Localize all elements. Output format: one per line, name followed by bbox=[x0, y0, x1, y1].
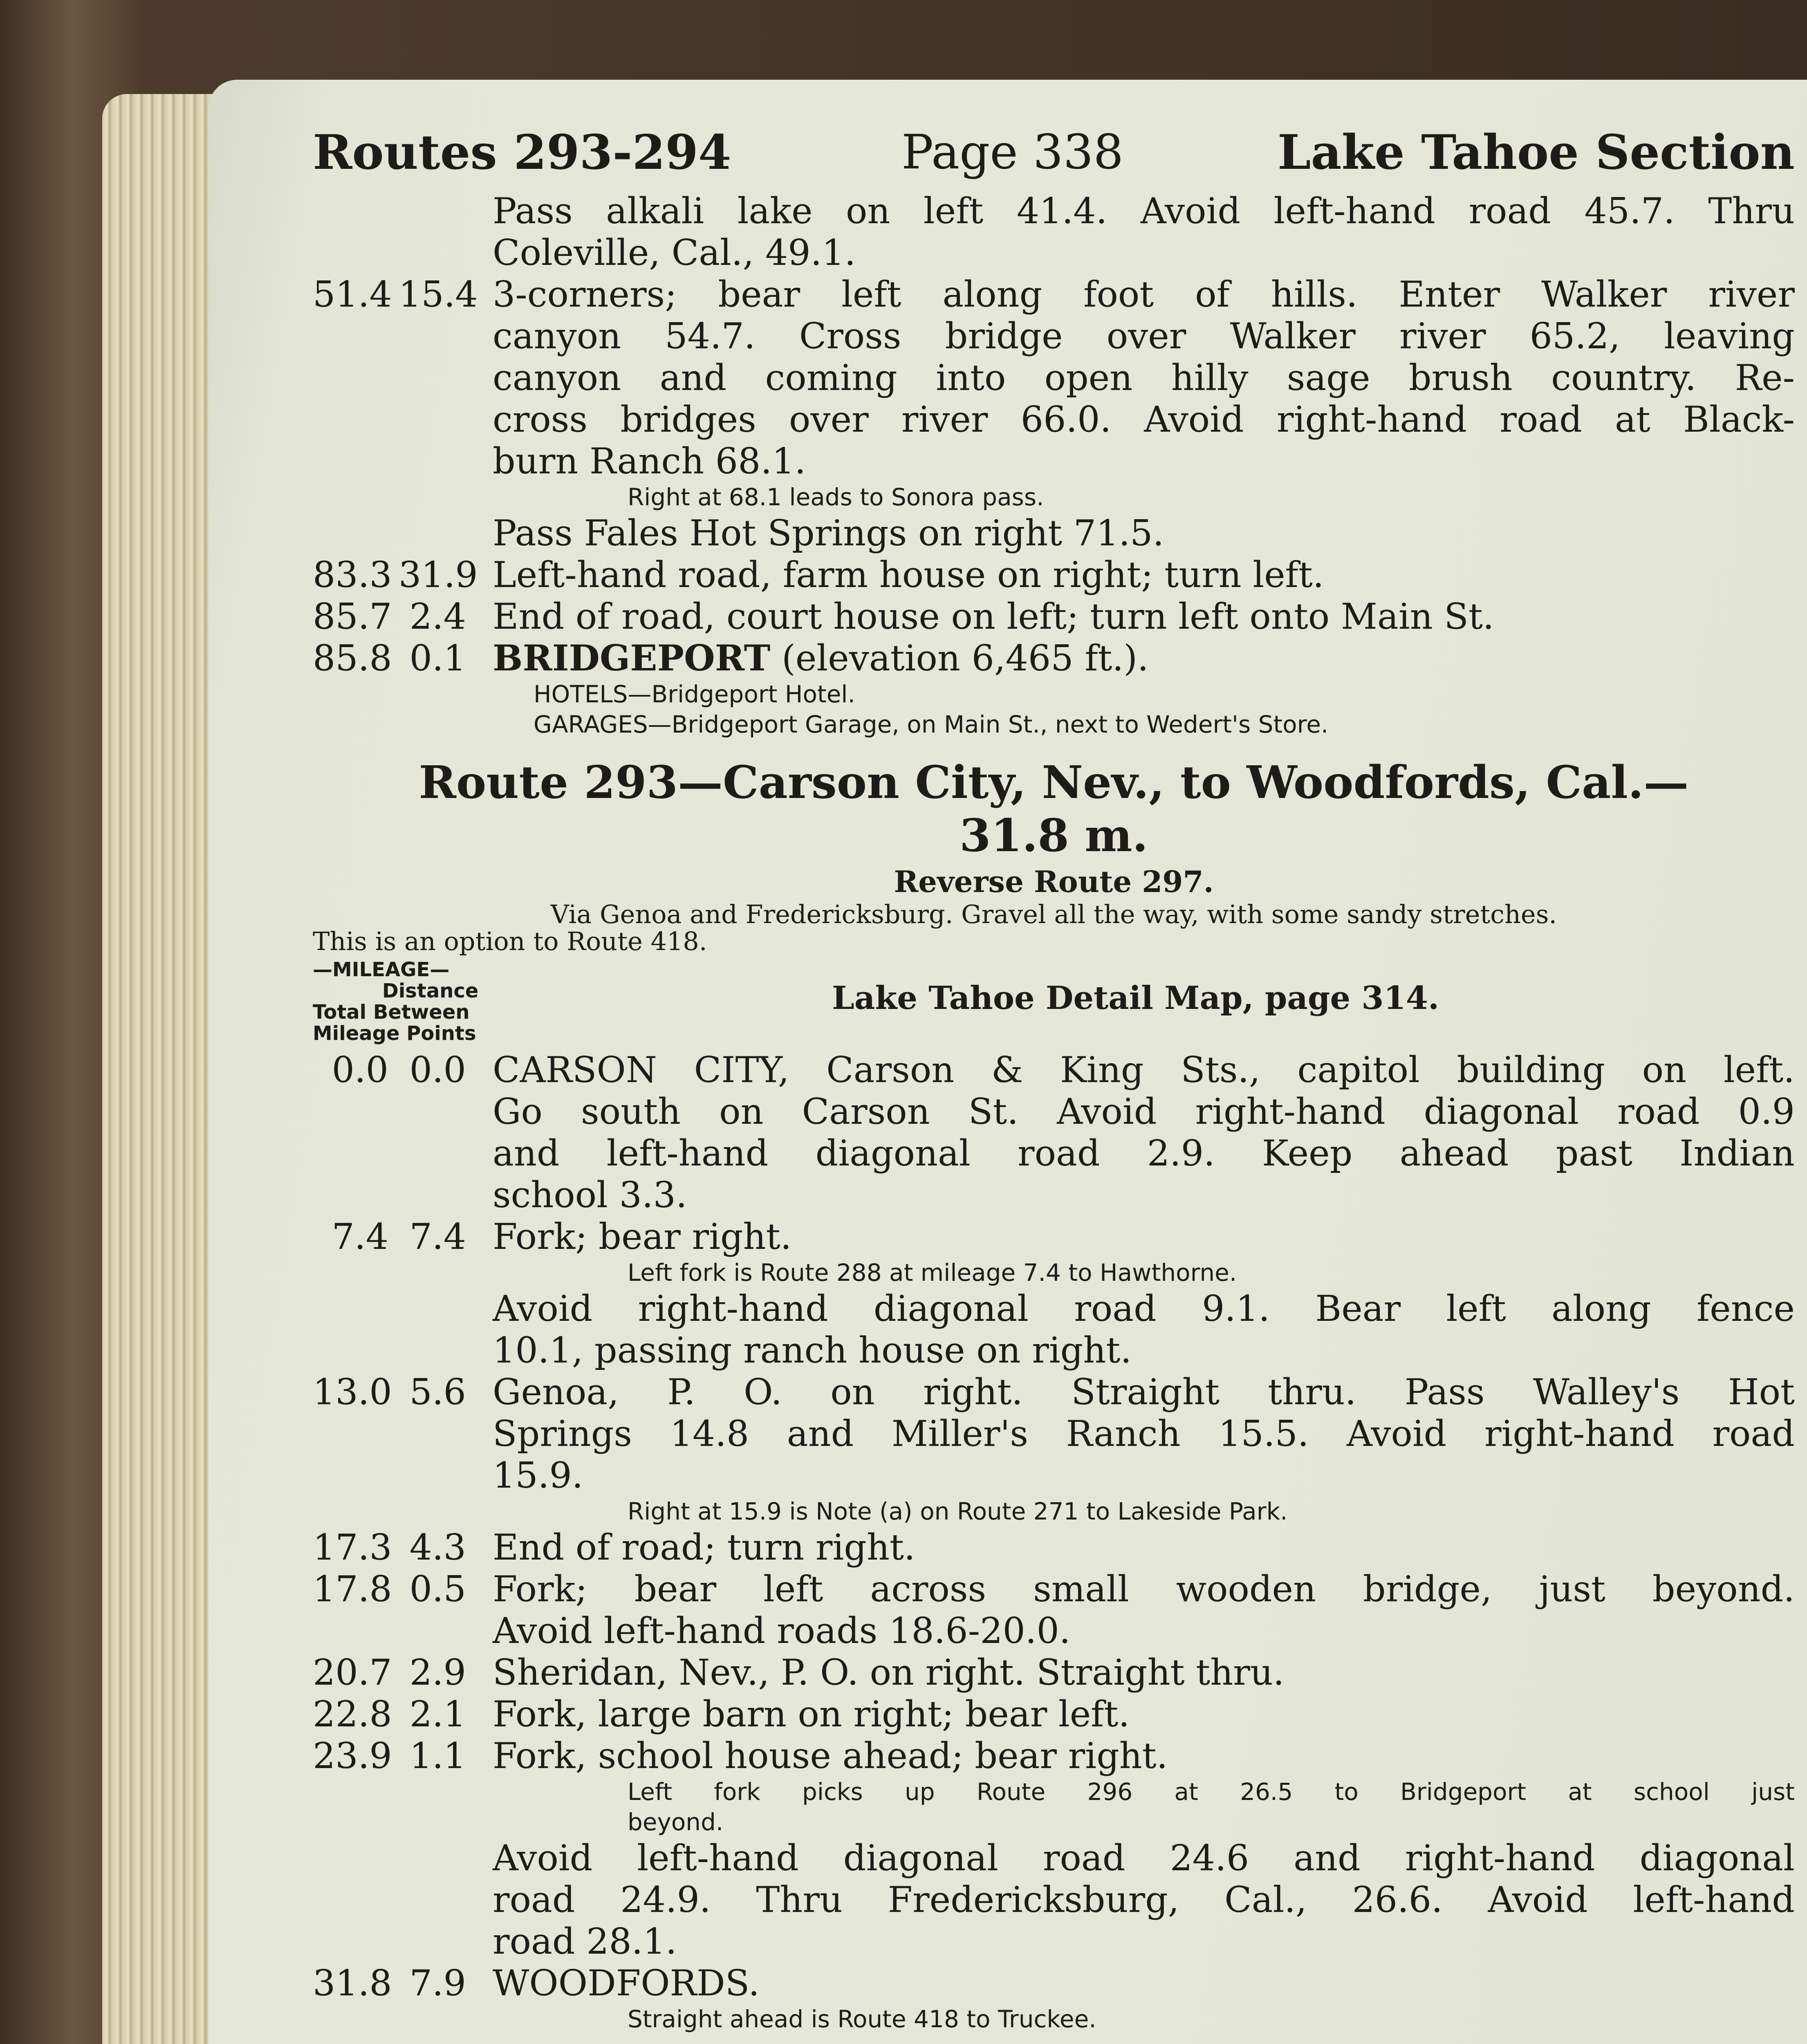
route-note bbox=[313, 2004, 1795, 2034]
route-note bbox=[313, 1257, 1795, 1288]
direction-text: cross bridges over river 66.0. Avoid right-hand road at Black- bbox=[493, 399, 1795, 440]
between-mileage: 15.4 bbox=[399, 273, 478, 315]
total-mileage: 85.8 bbox=[313, 637, 392, 679]
note-text: Left fork picks up Route 296 at 26.5 to Bridgeport at school just bbox=[628, 1778, 1795, 1806]
direction-text: Avoid left-hand roads 18.6-20.0. bbox=[493, 1610, 1071, 1652]
total-mileage: 17.3 bbox=[313, 1526, 392, 1568]
mileage-title: —MILEAGE— bbox=[313, 958, 450, 981]
direction-text: canyon and coming into open hilly sage brush country. Re- bbox=[493, 357, 1795, 399]
route-line bbox=[313, 1837, 1795, 1879]
note-text: beyond. bbox=[628, 1808, 724, 1836]
direction-text: End of road; turn right. bbox=[493, 1526, 915, 1568]
direction-text bbox=[493, 637, 1795, 679]
direction-text: road 28.1. bbox=[493, 1921, 677, 1962]
between-mileage: 0.5 bbox=[409, 1568, 466, 1610]
direction-text: school 3.3. bbox=[493, 1174, 687, 1216]
town-detail: (elevation 6,465 ft.). bbox=[770, 637, 1149, 679]
route-line bbox=[313, 357, 1795, 399]
route-line bbox=[313, 1413, 1795, 1455]
book-page bbox=[208, 80, 1807, 2044]
route-line bbox=[313, 1049, 1795, 1091]
total-mileage: 13.0 bbox=[313, 1371, 392, 1413]
route-line bbox=[313, 232, 1795, 273]
reverse-route: Reverse Route 297. bbox=[894, 864, 1214, 899]
route-line bbox=[313, 1610, 1795, 1652]
route-line bbox=[313, 1921, 1795, 1962]
direction-text: and left-hand diagonal road 2.9. Keep ahead past Indian bbox=[493, 1132, 1795, 1174]
route-line bbox=[313, 1652, 1795, 1693]
mileage-label bbox=[313, 959, 509, 1044]
between-mileage: 1.1 bbox=[409, 1735, 466, 1777]
total-mileage: 0.0 bbox=[332, 1049, 388, 1091]
route-line bbox=[313, 512, 1795, 554]
direction-text: Fork, large barn on right; bear left. bbox=[493, 1693, 1130, 1735]
note-text: GARAGES—Bridgeport Garage, on Main St., next to Wedert's Store. bbox=[534, 710, 1329, 738]
mileage-header bbox=[313, 955, 1795, 1049]
direction-text: End of road, court house on left; turn left onto Main St. bbox=[493, 596, 1494, 637]
route-line bbox=[313, 1879, 1795, 1921]
route-line bbox=[313, 596, 1795, 637]
route-line bbox=[313, 554, 1795, 596]
direction-text: Pass alkali lake on left 41.4. Avoid left-hand road 45.7. Thru bbox=[493, 190, 1795, 232]
route-line bbox=[313, 1455, 1795, 1496]
between-mileage: 2.1 bbox=[409, 1693, 466, 1735]
total-mileage: 23.9 bbox=[313, 1735, 392, 1777]
direction-text: Avoid left-hand diagonal road 24.6 and right-hand diagonal bbox=[493, 1837, 1795, 1879]
direction-text: canyon 54.7. Cross bridge over Walker river 65.2, leaving bbox=[493, 315, 1795, 357]
between-mileage: 5.6 bbox=[409, 1371, 466, 1413]
route-line bbox=[313, 1962, 1795, 2004]
note-text: Right at 15.9 is Note (a) on Route 271 to Lakeside Park. bbox=[628, 1497, 1288, 1525]
route-line bbox=[313, 637, 1795, 679]
direction-text: CARSON CITY, Carson & King Sts., capitol building on left. bbox=[493, 1049, 1795, 1091]
page-content bbox=[313, 190, 1795, 2044]
between-mileage: 4.3 bbox=[409, 1526, 466, 1568]
route-title-distance: 31.8 m. bbox=[960, 809, 1148, 862]
spacer bbox=[313, 740, 1795, 756]
between-mileage: 2.9 bbox=[409, 1652, 466, 1693]
direction-text: Fork; bear right. bbox=[493, 1216, 792, 1257]
between-mileage: 31.9 bbox=[399, 554, 478, 596]
mileage-points: Mileage Points bbox=[313, 1022, 476, 1045]
note-text: Right at 68.1 leads to Sonora pass. bbox=[628, 483, 1044, 511]
direction-text: WOODFORDS. bbox=[493, 1962, 760, 2004]
route-line bbox=[313, 1693, 1795, 1735]
total-mileage: 85.7 bbox=[313, 596, 392, 637]
between-mileage: 7.9 bbox=[409, 1962, 466, 2004]
total-mileage: 17.8 bbox=[313, 1568, 392, 1610]
direction-text: 10.1, passing ranch house on right. bbox=[493, 1329, 1132, 1371]
route-line bbox=[313, 1174, 1795, 1216]
between-mileage: 7.4 bbox=[409, 1216, 466, 1257]
route-intro: Via Genoa and Fredericksburg. Gravel all the way, with some sandy stretches. bbox=[550, 899, 1557, 929]
direction-text: Avoid right-hand diagonal road 9.1. Bear left along fence bbox=[493, 1288, 1795, 1329]
route-note bbox=[313, 482, 1795, 512]
direction-text: Left-hand road, farm house on right; turn left. bbox=[493, 554, 1324, 596]
direction-text: Genoa, P. O. on right. Straight thru. Pass Walley's Hot bbox=[493, 1371, 1795, 1413]
total-mileage: 83.3 bbox=[313, 554, 392, 596]
total-mileage: 51.4 bbox=[313, 273, 392, 315]
header-page-number: Page 338 bbox=[901, 125, 1124, 180]
direction-text: Sheridan, Nev., P. O. on right. Straight thru. bbox=[493, 1652, 1285, 1693]
route-line bbox=[313, 1132, 1795, 1174]
header-section: Lake Tahoe Section bbox=[1277, 125, 1795, 180]
route-intro: This is an option to Route 418. bbox=[313, 926, 707, 956]
route-line bbox=[313, 1371, 1795, 1413]
direction-text: road 24.9. Thru Fredericksburg, Cal., 26.6. Avoid left-hand bbox=[493, 1879, 1795, 1921]
route-line bbox=[313, 1568, 1795, 1610]
town-name: BRIDGEPORT bbox=[493, 637, 771, 679]
route-line bbox=[313, 1216, 1795, 1257]
direction-text: burn Ranch 68.1. bbox=[493, 440, 806, 482]
running-header bbox=[313, 117, 1795, 186]
route-line bbox=[313, 1288, 1795, 1329]
mileage-distance: Distance bbox=[382, 979, 479, 1002]
total-mileage: 7.4 bbox=[332, 1216, 388, 1257]
route-note bbox=[313, 1777, 1795, 1807]
note-text: HOTELS—Bridgeport Hotel. bbox=[534, 680, 855, 708]
route-line bbox=[313, 190, 1795, 232]
route-line bbox=[313, 1735, 1795, 1777]
between-mileage: 0.0 bbox=[409, 1049, 466, 1091]
note-text: Left fork is Route 288 at mileage 7.4 to Hawthorne. bbox=[628, 1259, 1237, 1286]
route-note bbox=[313, 709, 1795, 740]
route-line bbox=[313, 273, 1795, 315]
between-mileage: 0.1 bbox=[409, 637, 466, 679]
route-note bbox=[313, 1496, 1795, 1526]
mileage-columns: Total Between bbox=[313, 1001, 470, 1024]
route-line bbox=[313, 399, 1795, 440]
direction-text: 15.9. bbox=[493, 1455, 583, 1496]
total-mileage: 22.8 bbox=[313, 1693, 392, 1735]
between-mileage: 2.4 bbox=[409, 596, 466, 637]
total-mileage: 31.8 bbox=[313, 1962, 392, 2004]
total-mileage: 20.7 bbox=[313, 1652, 392, 1693]
route-note bbox=[313, 679, 1795, 709]
direction-text: Fork, school house ahead; bear right. bbox=[493, 1735, 1168, 1777]
route-line bbox=[313, 1091, 1795, 1132]
route-note bbox=[313, 1807, 1795, 1837]
direction-text: 3-corners; bear left along foot of hills. Enter Walker river bbox=[493, 273, 1795, 315]
route-title: Route 293—Carson City, Nev., to Woodfords, Cal.— bbox=[419, 756, 1689, 809]
route-line bbox=[313, 1526, 1795, 1568]
route-line bbox=[313, 315, 1795, 357]
direction-text: Go south on Carson St. Avoid right-hand diagonal road 0.9 bbox=[493, 1091, 1795, 1132]
direction-text: Coleville, Cal., 49.1. bbox=[493, 232, 856, 273]
note-text: Straight ahead is Route 418 to Truckee. bbox=[628, 2005, 1096, 2033]
direction-text: Pass Fales Hot Springs on right 71.5. bbox=[493, 512, 1164, 554]
detail-map-ref: Lake Tahoe Detail Map, page 314. bbox=[832, 979, 1439, 1017]
route-line bbox=[313, 1329, 1795, 1371]
direction-text: Springs 14.8 and Miller's Ranch 15.5. Avoid right-hand road bbox=[493, 1413, 1795, 1455]
header-routes: Routes 293-294 bbox=[313, 125, 731, 180]
spacer bbox=[313, 2034, 1795, 2044]
direction-text: Fork; bear left across small wooden bridge, just beyond. bbox=[493, 1568, 1795, 1610]
route-line bbox=[313, 440, 1795, 482]
